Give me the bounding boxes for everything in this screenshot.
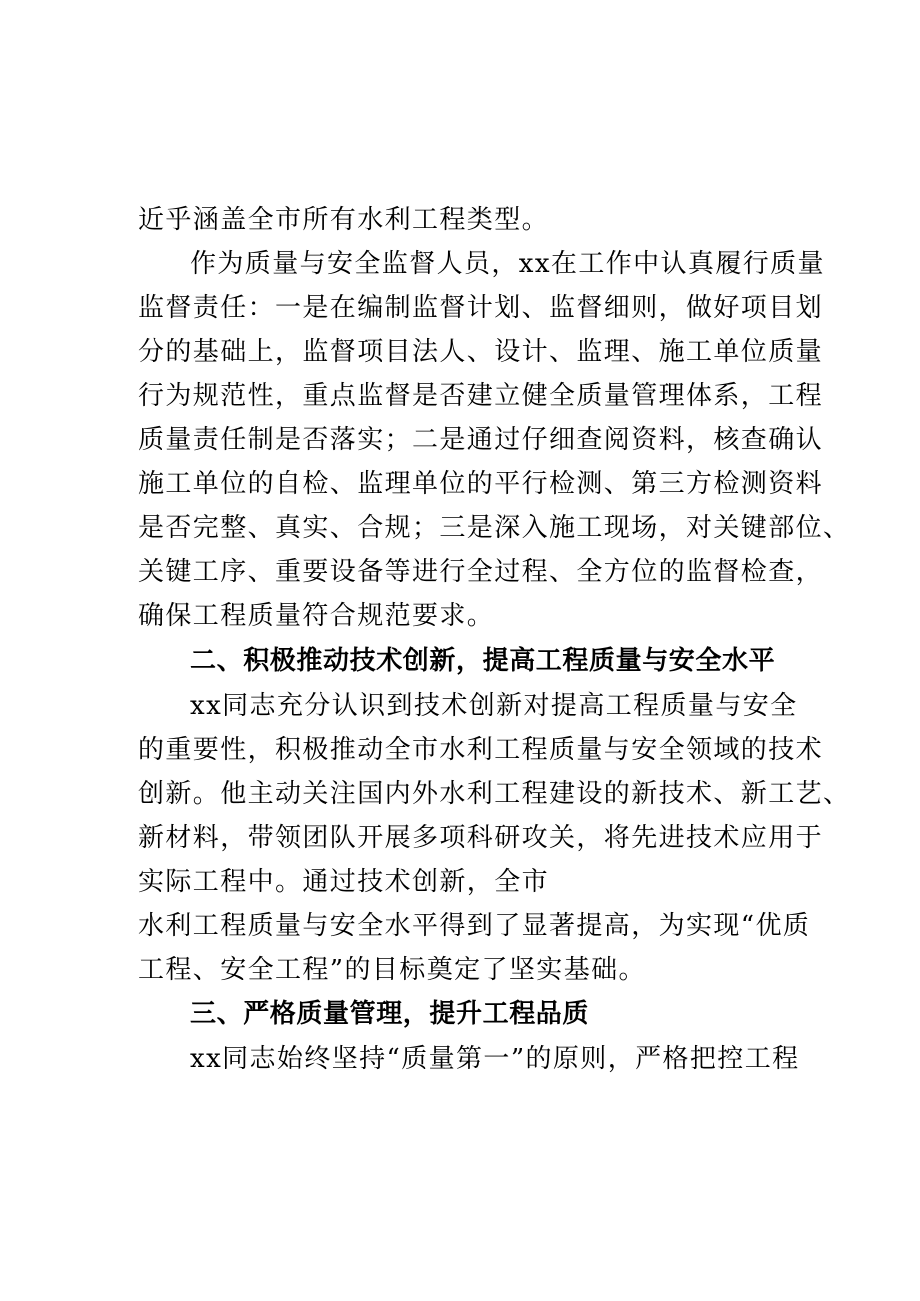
paragraph-line: 新材料，带领团队开展多项科研攻关，将先进技术应用于: [138, 823, 824, 853]
paragraph-line: 实际工程中。通过技术创新，全市: [138, 867, 550, 897]
paragraph-line: 施工单位的自检、监理单位的平行检测、第三方检测资料: [138, 469, 824, 499]
paragraph-line: 是否完整、真实、合规；三是深入施工现场，对关键部位、: [138, 513, 851, 543]
paragraph-line: 关键工序、重要设备等进行全过程、全方位的监督检查，: [138, 557, 824, 587]
paragraph-line: xx同志始终坚持“质量第一”的原则，严格把控工程: [190, 1044, 800, 1074]
paragraph-line: 水利工程质量与安全水平得到了显著提高，为实现“优质: [138, 911, 811, 941]
paragraph-line: xx同志充分认识到技术创新对提高工程质量与安全: [190, 691, 798, 721]
paragraph-line: 作为质量与安全监督人员，xx在工作中认真履行质量: [190, 249, 825, 279]
section-heading: 二、积极推动技术创新，提高工程质量与安全水平: [190, 646, 776, 676]
paragraph-line: 分的基础上，监督项目法人、设计、监理、施工单位质量: [138, 337, 824, 367]
paragraph-line: 行为规范性，重点监督是否建立健全质量管理体系，工程: [138, 381, 824, 411]
paragraph-line: 质量责任制是否落实；二是通过仔细查阅资料，核查确认: [138, 425, 824, 455]
section-heading: 三、严格质量管理，提升工程品质: [190, 999, 590, 1029]
paragraph-line: 确保工程质量符合规范要求。: [138, 601, 495, 631]
paragraph-line: 监督责任：一是在编制监督计划、监督细则，做好项目划: [138, 293, 824, 323]
paragraph-line: 近乎涵盖全市所有水利工程类型。: [138, 205, 550, 235]
paragraph-line: 创新。他主动关注国内外水利工程建设的新技术、新工艺、: [138, 779, 851, 809]
paragraph-line: 工程、安全工程”的目标奠定了坚实基础。: [138, 955, 646, 985]
paragraph-line: 的重要性，积极推动全市水利工程质量与安全领域的技术: [138, 735, 824, 765]
